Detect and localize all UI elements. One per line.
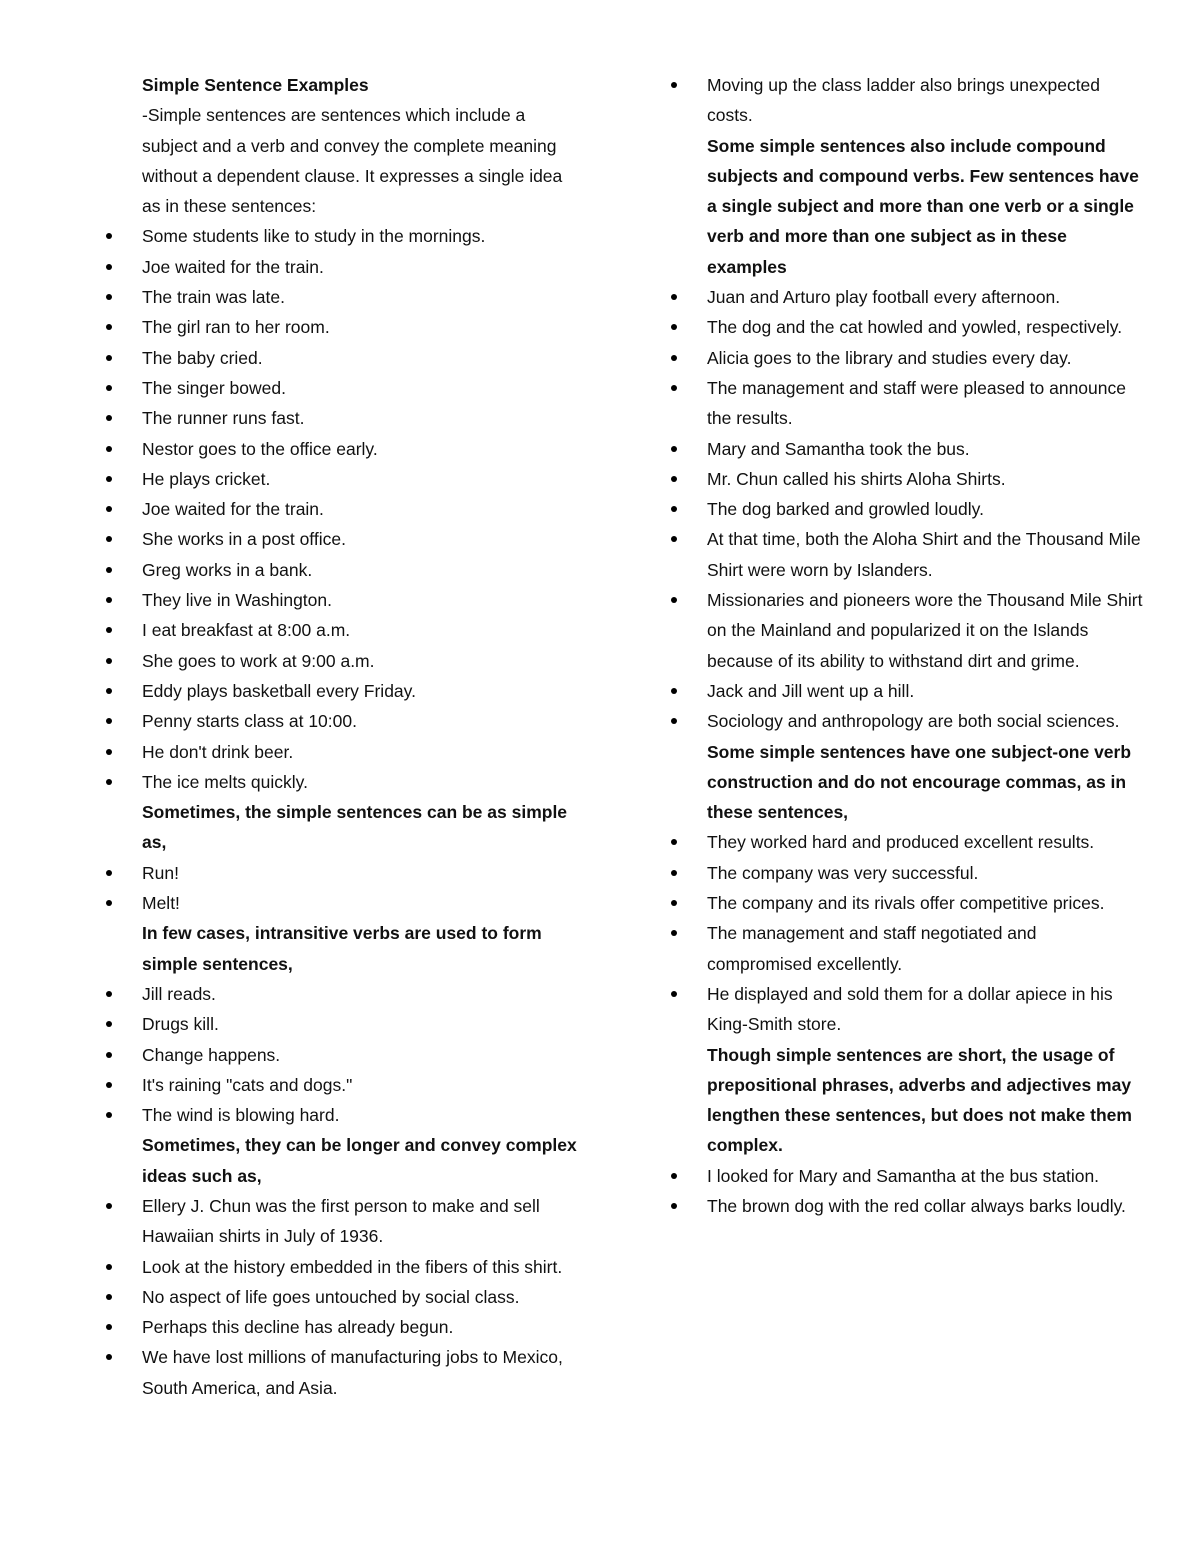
bullet-item: I looked for Mary and Samantha at the bus station.: [665, 1161, 1145, 1191]
bullet-item: Ellery J. Chun was the first person to make and sell Hawaiian shirts in July of 1936.: [100, 1191, 580, 1252]
bullet-item: They live in Washington.: [100, 585, 580, 615]
bullet-item: Some students like to study in the mornings.: [100, 221, 580, 251]
bullet-item: Sociology and anthropology are both social sciences.: [665, 706, 1145, 736]
section-intro: Sometimes, they can be longer and convey complex ideas such as,: [142, 1135, 577, 1186]
bullet-item: He plays cricket.: [100, 464, 580, 494]
bullet-item: The girl ran to her room.: [100, 312, 580, 342]
bullet-item: Eddy plays basketball every Friday.: [100, 676, 580, 706]
bullet-item: The dog barked and growled loudly.: [665, 494, 1145, 524]
bullet-item: The company was very successful.: [665, 858, 1145, 888]
bullet-item: The dog and the cat howled and yowled, respectively.: [665, 312, 1145, 342]
bullet-item: The runner runs fast.: [100, 403, 580, 433]
section-intro: Some simple sentences also include compound subjects and compound verbs. Few sentences have a single subject and more than one verb or a single verb and more than one subject as in these examples: [707, 135, 1139, 277]
bullet-item: The baby cried.: [100, 343, 580, 373]
bullet-item: At that time, both the Aloha Shirt and the Thousand Mile Shirt were worn by Islanders.: [665, 524, 1145, 585]
bullet-item: The ice melts quickly.: [100, 767, 580, 797]
bullet-item: The management and staff negotiated and compromised excellently.: [665, 918, 1145, 979]
bullet-item: Juan and Arturo play football every afternoon.: [665, 282, 1145, 312]
bullet-item: Mary and Samantha took the bus.: [665, 434, 1145, 464]
bullet-item: It's raining "cats and dogs.": [100, 1070, 580, 1100]
bullet-item: The wind is blowing hard.: [100, 1100, 580, 1130]
bullet-item: Jill reads.: [100, 979, 580, 1009]
bullet-item: Penny starts class at 10:00.: [100, 706, 580, 736]
bullet-item: Perhaps this decline has already begun.: [100, 1312, 580, 1342]
bullet-item: She goes to work at 9:00 a.m.: [100, 646, 580, 676]
bullet-item: Look at the history embedded in the fibers of this shirt.: [100, 1252, 580, 1282]
bullet-item: Run!: [100, 858, 580, 888]
bullet-item: We have lost millions of manufacturing jobs to Mexico, South America, and Asia.: [100, 1342, 580, 1403]
bullet-item: Joe waited for the train.: [100, 252, 580, 282]
bullet-item: Alicia goes to the library and studies every day.: [665, 343, 1145, 373]
bullet-item: Change happens.: [100, 1040, 580, 1070]
bullet-item: The management and staff were pleased to announce the results.: [665, 373, 1145, 434]
bullet-item: Joe waited for the train.: [100, 494, 580, 524]
bullet-item: The brown dog with the red collar always barks loudly.: [665, 1191, 1145, 1221]
section-intro: Though simple sentences are short, the usage of prepositional phrases, adverbs and adjectives may lengthen these sentences, but does not make them complex.: [707, 1044, 1132, 1156]
bullet-item: Melt!: [100, 888, 580, 918]
bullet-item: The train was late.: [100, 282, 580, 312]
bullet-item: He don't drink beer.: [100, 737, 580, 767]
bullet-item: Greg works in a bank.: [100, 555, 580, 585]
section-intro: In few cases, intransitive verbs are used to form simple sentences,: [142, 923, 542, 974]
bullet-item: The singer bowed.: [100, 373, 580, 403]
bullet-item: Jack and Jill went up a hill.: [665, 676, 1145, 706]
bullet-item: Nestor goes to the office early.: [100, 434, 580, 464]
bullet-item: No aspect of life goes untouched by social class.: [100, 1282, 580, 1312]
right-column: [665, 70, 1145, 1221]
bullet-item: She works in a post office.: [100, 524, 580, 554]
bullet-item: They worked hard and produced excellent results.: [665, 827, 1145, 857]
bullet-item: Missionaries and pioneers wore the Thousand Mile Shirt on the Mainland and popularized it on the Islands because of its ability to withstand dirt and grime.: [665, 585, 1145, 676]
bullet-item: I eat breakfast at 8:00 a.m.: [100, 615, 580, 645]
section-intro: Sometimes, the simple sentences can be as simple as,: [142, 802, 568, 853]
bullet-item: Mr. Chun called his shirts Aloha Shirts.: [665, 464, 1145, 494]
bullet-item: Moving up the class ladder also brings unexpected costs.: [665, 70, 1145, 131]
section-intro: Some simple sentences have one subject-one verb construction and do not encourage commas, as in these sentences,: [707, 741, 1132, 823]
bullet-item: Drugs kill.: [100, 1009, 580, 1039]
page-title: Simple Sentence Examples: [142, 75, 369, 95]
bullet-item: The company and its rivals offer competitive prices.: [665, 888, 1145, 918]
bullet-item: He displayed and sold them for a dollar apiece in his King-Smith store.: [665, 979, 1145, 1040]
left-column: [100, 70, 580, 1403]
intro-paragraph: -Simple sentences are sentences which include a subject and a verb and convey the complete meaning without a dependent clause. It expresses a single idea as in these sentences:: [142, 105, 563, 217]
